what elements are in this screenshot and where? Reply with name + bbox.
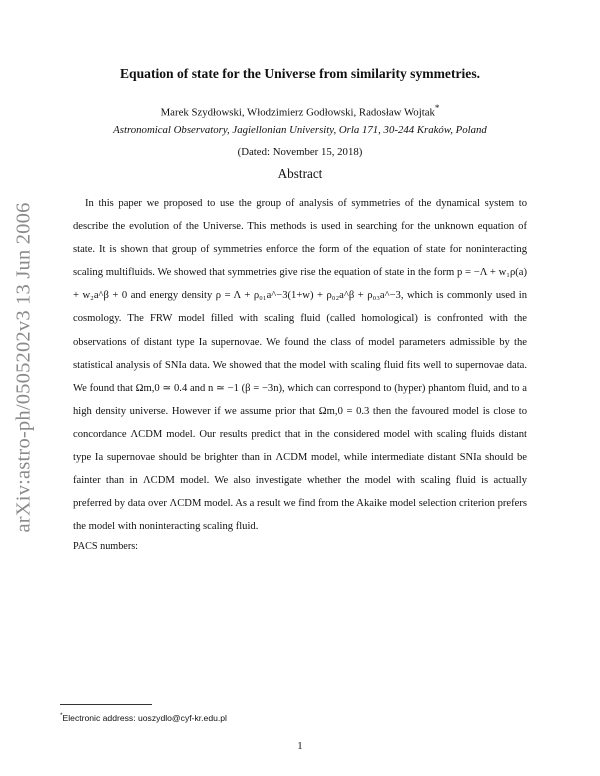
author-list xyxy=(60,103,540,119)
pacs-numbers: PACS numbers: xyxy=(73,541,139,552)
abstract-body: In this paper we proposed to use the group of analysis of symmetries of the dynamical system to describe the evolution of the Universe. This methods is used in searching for the unknown equation of state. It is shown that group of symmetries enforce the form of the equation of state for noninteracting scaling multifluids. We showed that symmetries give rise the equation of state in the form p = −Λ + w₁ρ(a) + w₂a^β + 0 and energy density ρ = Λ + ρ₀₁a^−3(1+w) + ρ₀₂a^β + ρ₀₃a^−3, which is commonly used in cosmology. The FRW model filled with scaling fluid (called homological) is confronted with the observations of distant type Ia supernovae. We found the class of model parameters admissible by the statistical analysis of SNIa data. We showed that the model with scaling fluid fits well to supernovae data. We found that Ωm,0 ≃ 0.4 and n ≃ −1 (β = −3n), which can correspond to (hyper) phantom fluid, and to a high density universe. However if we assume prior that Ωm,0 = 0.3 then the favoured model is close to concordance ΛCDM model. Our results predict that in the considered model with scaling fluids distant type Ia supernovae should be brighter than in ΛCDM model, while intermediate distant SNIa should be fainter than in ΛCDM model. We also investigate whether the model with scaling fluid is actually preferred by data over ΛCDM model. As a result we find from the Akaike model selection criterion prefers the model with noninteracting scaling fluid. xyxy=(73,198,527,533)
footnote-divider xyxy=(60,704,152,705)
footnote-mark: * xyxy=(60,712,63,719)
author-names: Marek Szydłowski, Włodzimierz Godłowski, Radosław Wojtak xyxy=(160,106,435,119)
paper-title: Equation of state for the Universe from similarity symmetries. xyxy=(119,66,481,81)
footnote-email: Electronic address: uoszydlo@cyf-kr.edu.pl xyxy=(62,712,227,723)
affiliation: Astronomical Observatory, Jagiellonian University, Orla 171, 30-244 Kraków, Poland xyxy=(113,124,487,136)
abstract-heading: Abstract xyxy=(277,166,323,181)
footnote xyxy=(60,712,227,723)
arxiv-identifier-stamp xyxy=(6,195,42,540)
arxiv-stamp-text: arXiv:astro-ph/0505202v3 13 Jun 2006 xyxy=(12,202,35,533)
date-line: (Dated: November 15, 2018) xyxy=(237,146,363,158)
page-number: 1 xyxy=(297,740,303,752)
author-footnote-mark: * xyxy=(434,103,440,113)
